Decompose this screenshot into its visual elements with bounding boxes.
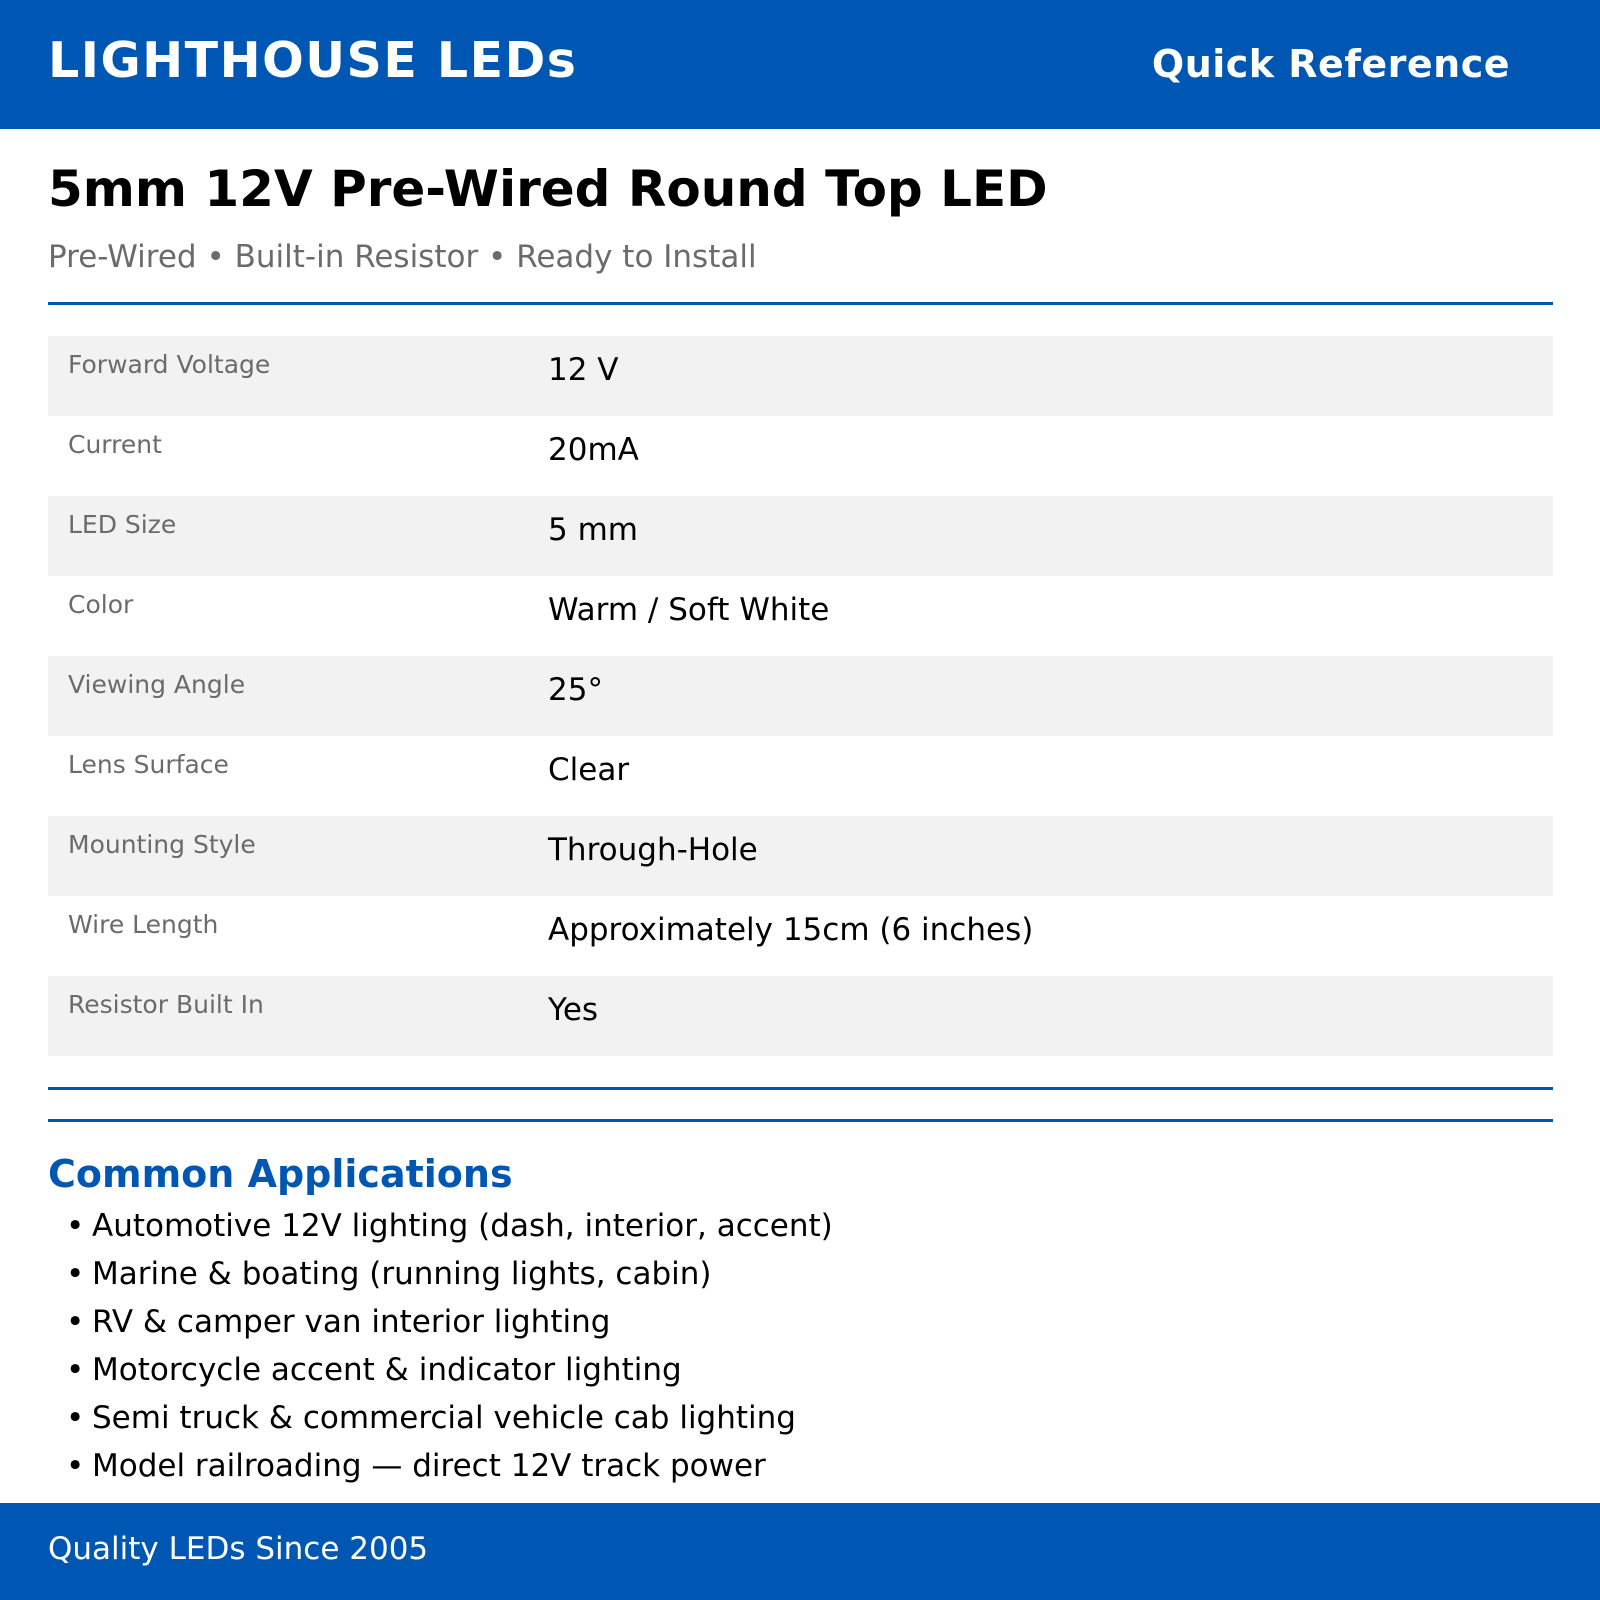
header-bar <box>0 0 1600 129</box>
spec-row <box>48 976 1553 1056</box>
bullet-icon: • <box>66 1208 85 1244</box>
spec-value: Through-Hole <box>548 832 758 868</box>
spec-label: Resistor Built In <box>68 990 264 1019</box>
spec-value: Approximately 15cm (6 inches) <box>548 912 1034 948</box>
page-subtitle: Pre-Wired • Built-in Resistor • Ready to Install <box>48 239 757 275</box>
spec-row <box>48 336 1553 416</box>
spec-value: Warm / Soft White <box>548 592 830 628</box>
spec-row <box>48 896 1553 976</box>
spec-label: Mounting Style <box>68 830 256 859</box>
spec-row <box>48 416 1553 496</box>
spec-label: Lens Surface <box>68 750 229 779</box>
divider-top <box>48 302 1553 305</box>
list-item <box>66 1445 833 1493</box>
bullet-icon: • <box>66 1352 85 1388</box>
divider-middle <box>48 1119 1553 1122</box>
spec-row <box>48 736 1553 816</box>
spec-value: 12 V <box>548 352 619 388</box>
list-item-text: Semi truck & commercial vehicle cab lighting <box>92 1400 796 1436</box>
spec-label: Forward Voltage <box>68 350 271 379</box>
spec-row <box>48 816 1553 896</box>
page-title: 5mm 12V Pre-Wired Round Top LED <box>48 160 1048 218</box>
spec-label: Wire Length <box>68 910 219 939</box>
list-item-text: Marine & boating (running lights, cabin) <box>92 1256 712 1292</box>
bullet-icon: • <box>66 1304 85 1340</box>
list-item <box>66 1349 833 1397</box>
spec-row <box>48 656 1553 736</box>
spec-row <box>48 576 1553 656</box>
spec-label: Color <box>68 590 134 619</box>
applications-heading: Common Applications <box>48 1152 513 1196</box>
spec-value: 5 mm <box>548 512 638 548</box>
bullet-icon: • <box>66 1400 85 1436</box>
list-item <box>66 1205 833 1253</box>
list-item <box>66 1253 833 1301</box>
list-item <box>66 1397 833 1445</box>
applications-list <box>66 1205 833 1493</box>
spec-value: Clear <box>548 752 630 788</box>
brand-logo-text: LIGHTHOUSE LEDs <box>48 32 578 89</box>
list-item-text: RV & camper van interior lighting <box>92 1304 611 1340</box>
spec-value: 25° <box>548 672 603 708</box>
footer-tagline: Quality LEDs Since 2005 <box>48 1531 429 1567</box>
list-item-text: Automotive 12V lighting (dash, interior, accent) <box>92 1208 833 1244</box>
spec-label: Viewing Angle <box>68 670 246 699</box>
list-item <box>66 1301 833 1349</box>
bullet-icon: • <box>66 1256 85 1292</box>
list-item-text: Model railroading — direct 12V track power <box>92 1448 766 1484</box>
divider-middle <box>48 1087 1553 1090</box>
footer-bar <box>0 1503 1600 1600</box>
section-label: Quick Reference <box>1151 42 1510 86</box>
spec-value: 20mA <box>548 432 639 468</box>
spec-value: Yes <box>548 992 599 1028</box>
spec-table <box>48 336 1553 1056</box>
spec-row <box>48 496 1553 576</box>
bullet-icon: • <box>66 1448 85 1484</box>
spec-label: LED Size <box>68 510 177 539</box>
spec-label: Current <box>68 430 162 459</box>
list-item-text: Motorcycle accent & indicator lighting <box>92 1352 682 1388</box>
